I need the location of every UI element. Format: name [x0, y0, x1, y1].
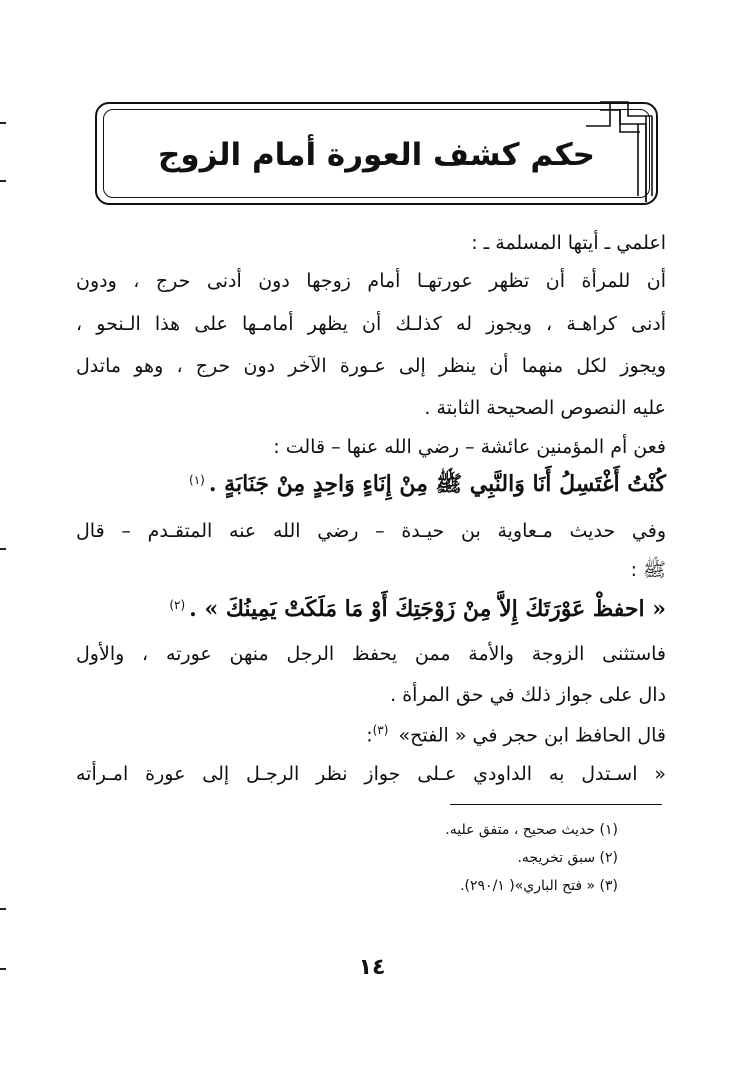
text-line: ويجوز لكل منهما أن ينظر إلى عـورة الآخر دون حرج ، وهو ماتدل: [76, 355, 666, 377]
margin-tick: [0, 908, 6, 910]
text-line: ﷺ :: [630, 559, 666, 581]
footnote-3: (٣) « فتح الباري»( ٢٩٠/١).: [460, 878, 618, 894]
text-line: أدنى كراهـة ، ويجوز له كذلـك أن يظهر أمامـها على هذا الـنحو ،: [76, 313, 666, 335]
page-number: ١٤: [358, 955, 386, 980]
text-line: [366, 723, 666, 746]
footnote-marker: (٣): [372, 723, 389, 737]
text-line: وفي حديث مـعاوية بن حيـدة – رضي الله عنه المتقـدم – قال: [76, 520, 666, 542]
footnote-separator: [450, 804, 662, 805]
footnote-1: (١) حديث صحيح ، متفق عليه.: [445, 822, 618, 838]
text-segment: قال الحافظ ابن حجر في « الفتح»: [392, 724, 666, 747]
main-text: [76, 0, 666, 1086]
margin-tick: [0, 548, 6, 550]
text-line: أن للمرأة أن تظهر عورتهـا أمام زوجها دون أدنى حرج ، ودون: [76, 270, 666, 292]
margin-tick: [0, 180, 6, 182]
footnote-2: (٢) سبق تخريجه.: [517, 850, 618, 866]
margin-tick: [0, 122, 6, 124]
text-line: اعلمي ـ أيتها المسلمة ـ :: [471, 232, 666, 254]
text-line: « اسـتدل به الداودي عـلى جواز نظر الرجـل إلى عورة امـرأته: [76, 763, 666, 785]
hadith-text: كُنْتُ أَغْتَسِلُ أَنَا وَالنَّبِي ﷺ مِنْ إِنَاءٍ وَاحِدٍ مِنْ جَنَابَةٍ .: [208, 471, 666, 497]
hadith-text: « احفظْ عَوْرَتَكَ إِلاَّ مِنْ زَوْجَتِكَ أَوْ مَا مَلَكَتْ يَمِينُكَ » .: [189, 596, 666, 622]
hadith-quote-line: [169, 596, 666, 622]
text-segment: :: [366, 724, 373, 747]
footnote-marker: (٢): [169, 597, 186, 612]
text-line: فاستثنى الزوجة والأمة ممن يحفظ الرجل منهن عورته ، والأول: [76, 643, 666, 665]
text-line: دال على جواز ذلك في حق المرأة .: [390, 684, 666, 706]
footnote-marker: (١): [189, 472, 205, 487]
hadith-quote-line: [189, 470, 666, 502]
footnotes: [445, 816, 618, 900]
text-line: عليه النصوص الصحيحة الثابتة .: [424, 397, 666, 419]
text-line: فعن أم المؤمنين عائشة – رضي الله عنها – قالت :: [273, 436, 666, 458]
chapter-title: حكم كشف العورة أمام الزوج: [157, 137, 596, 173]
